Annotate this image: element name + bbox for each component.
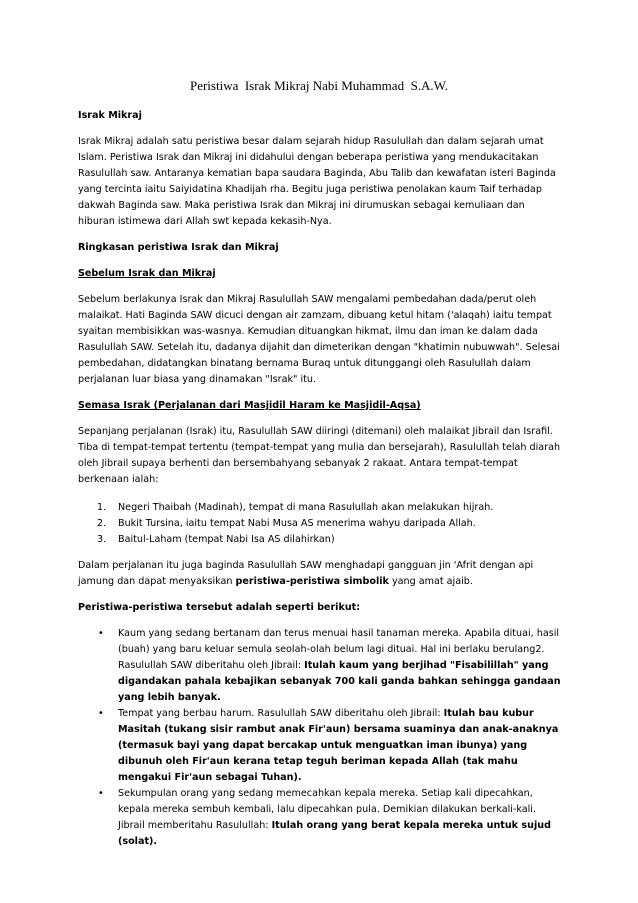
list-item	[78, 516, 564, 532]
bullet-icon: •	[98, 628, 104, 639]
peristiwa-heading: Peristiwa-peristiwa tersebut adalah seperti berikut:	[78, 602, 361, 613]
list-item	[78, 706, 564, 786]
list-item-text: Baitul-Laham (tempat Nabi Isa AS dilahirkan)	[118, 534, 335, 545]
list-number: 2.	[97, 518, 107, 529]
sebelum-heading: Sebelum Israk dan Mikraj	[78, 268, 216, 279]
document-body	[78, 108, 564, 850]
event-text-bold: Itulah bau kubur Masitah (tukang sisir rambut anak Fir'aun) bersama suaminya dan anak-anaknya (termasuk bayi yang dapat bercakap untuk menguatkan iman ibunya) yang dibunuh oleh Fir'aun kerana tetap teguh beriman kepada Allah (tak mahu mengakui Fir'aun sebagai Tuhan).	[118, 708, 559, 783]
ajaib-text-bold: peristiwa-peristiwa simbolik	[235, 576, 389, 587]
event-text: Sekumpulan orang yang sedang memecahkan kepala mereka. Setiap kali dipecahkan, kepala mereka sembuh kembali, lalu dipecahkan pula. Demikian dilakukan berkali-kali. Jibrail memberitahu Rasulullah:	[118, 788, 537, 831]
list-item	[78, 786, 564, 850]
semasa-paragraph: Sepanjang perjalanan (Israk) itu, Rasulullah SAW diiringi (ditemani) oleh malaikat Jibrail dan Israfil. Tiba di tempat-tempat tertentu (tempat-tempat yang mulia dan bersejarah), Rasulullah telah diarah oleh Jibrail supaya berhenti dan bersembahyang sebanyak 2 rakaat. Antara tempat-tempat berkenaan ialah:	[78, 426, 561, 485]
document-title: Peristiwa Israk Mikraj Nabi Muhammad S.A.W.	[189, 78, 449, 93]
intro-paragraph: Israk Mikraj adalah satu peristiwa besar dalam sejarah hidup Rasulullah dan dalam sejarah umat Islam. Peristiwa Israk dan Mikraj ini didahului dengan beberapa peristiwa yang mendukacitakan Rasulullah saw. Antaranya kematian bapa saudara Baginda, Abu Talib dan kewafatan isteri Baginda yang tercinta iaitu Saiyidatina Khadijah rha. Begitu juga peristiwa penolakan kaum Taif terhadap dakwah Baginda saw. Maka peristiwa Israk dan Mikraj ini dirumuskan sebagai kemuliaan dan hiburan istimewa dari Allah swt kepada kekasih-Nya.	[78, 136, 556, 227]
ajaib-text-start: Dalam perjalanan itu juga baginda Rasulullah SAW menghadapi gangguan jin 'Afrit dengan api jamung dan dapat menyaksikan	[78, 560, 534, 587]
bullet-icon: •	[98, 708, 104, 719]
event-text: Tempat yang berbau harum. Rasulullah SAW diberitahu oleh Jibrail:	[118, 708, 444, 719]
list-number: 1.	[97, 502, 107, 513]
israk-mikraj-heading: Israk Mikraj	[78, 110, 142, 121]
bullet-icon: •	[98, 788, 104, 799]
list-item	[78, 626, 564, 706]
list-item-text: Negeri Thaibah (Madinah), tempat di mana Rasulullah akan melakukan hijrah.	[118, 502, 494, 513]
list-item	[78, 532, 564, 548]
event-text: Kaum yang sedang bertanam dan terus menuai hasil tanaman mereka. Apabila dituai, hasil (buah) yang baru keluar semula seolah-olah belum lagi dituai. Hal ini berlaku berulang2. Rasulullah SAW diberitahu oleh Jibrail:	[118, 628, 560, 671]
event-text-bold: Itulah orang yang berat kepala mereka untuk sujud (solat).	[118, 820, 551, 847]
ajaib-paragraph	[78, 558, 564, 590]
ajaib-text-end: yang amat ajaib.	[388, 576, 473, 587]
list-number: 3.	[97, 534, 107, 545]
sebelum-paragraph: Sebelum berlakunya Israk dan Mikraj Rasulullah SAW mengalami pembedahan dada/perut oleh malaikat. Hati Baginda SAW dicuci dengan air zamzam, dibuang ketul hitam ('alaqah) iaitu tempat syaitan membisikkan was-wasnya. Kemudian dituangkan hikmat, ilmu dan iman ke dalam dada Rasulullah SAW. Setelah itu, dadanya dijahit dan dimeterikan dengan "khatimin nubuwwah". Selesai pembedahan, didatangkan binatang bernama Buraq untuk ditunggangi oleh Rasulullah dalam perjalanan luar biasa yang dinamakan "Israk" itu.	[78, 294, 560, 385]
places-list	[78, 500, 564, 548]
events-list	[78, 626, 564, 850]
list-item-text: Bukit Tursina, iaitu tempat Nabi Musa AS menerima wahyu daripada Allah.	[118, 518, 476, 529]
semasa-heading: Semasa Israk (Perjalanan dari Masjidil Haram ke Masjidil-Aqsa)	[78, 400, 421, 411]
event-text-bold: Itulah kaum yang berjihad "Fisabilillah" yang digandakan pahala kebajikan sebanyak 700 kali ganda bahkan sehingga gandaan yang lebih banyak.	[118, 660, 561, 703]
ringkasan-heading: Ringkasan peristiwa Israk dan Mikraj	[78, 242, 279, 253]
list-item	[78, 500, 564, 516]
